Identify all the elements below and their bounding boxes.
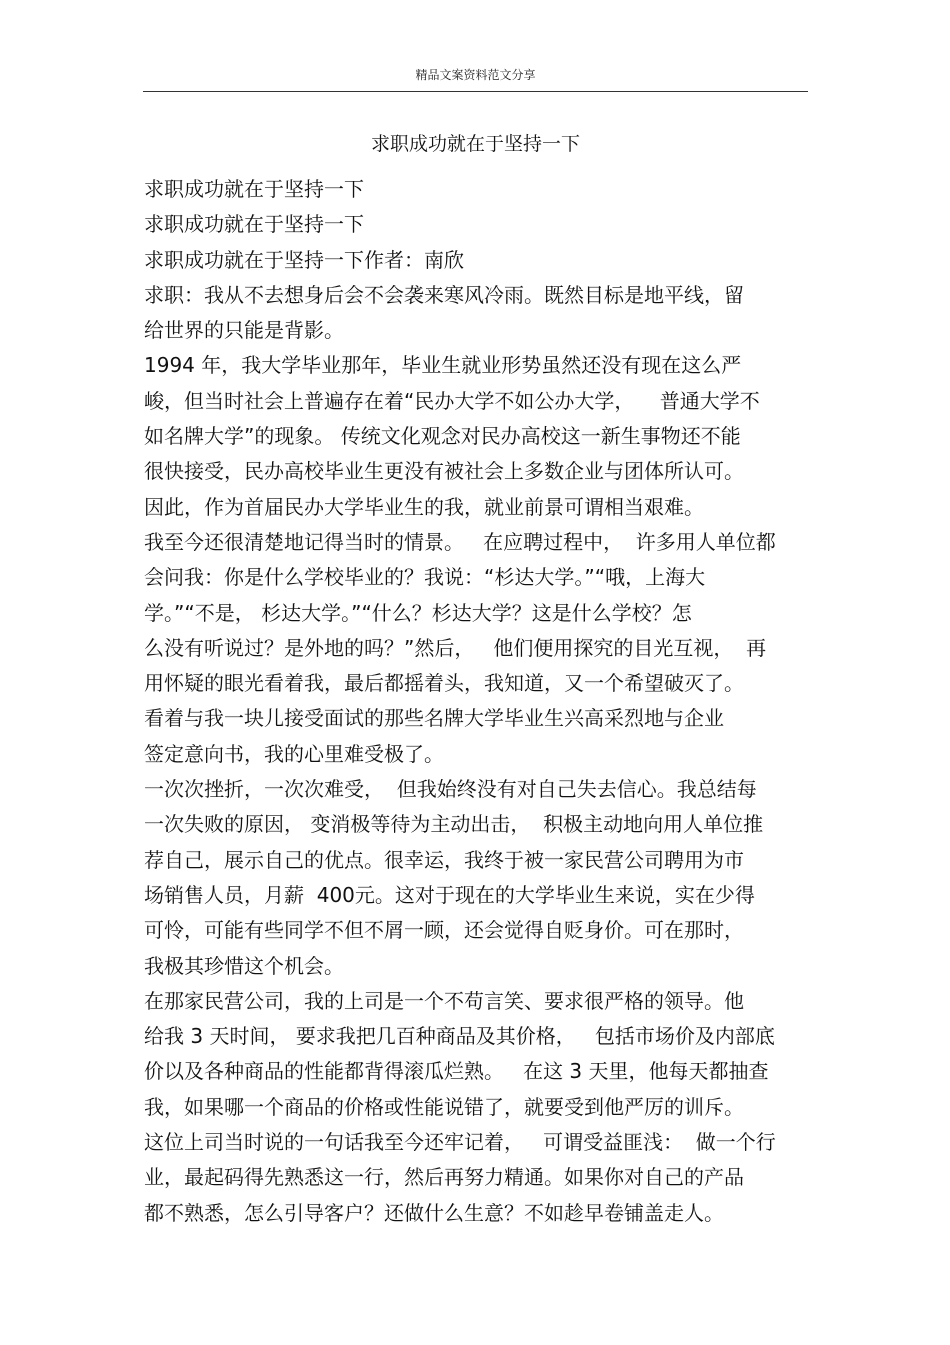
- text-line: 因此，作为首届民办大学毕业生的我，就业前景可谓相当艰难。: [144, 494, 704, 519]
- text-line: 很快接受，民办高校毕业生更没有被社会上多数企业与团体所认可。: [144, 459, 744, 484]
- document-title: 求职成功就在于坚持一下: [370, 133, 580, 155]
- text-line: 都不熟悉，怎么引导客户？还做什么生意？不如趁早卷铺盖走人。: [144, 1200, 724, 1225]
- text-line: 如名牌大学”的现象。 传统文化观念对民办高校这一新生事物还不能: [144, 424, 741, 449]
- text-line: 给我 3 天时间， 要求我把几百种商品及其价格， 包括市场价及内部底: [144, 1024, 775, 1049]
- text-line: 峻，但当时社会上普遍存在着“民办大学不如公办大学， 普通大学不: [144, 388, 760, 413]
- page-header: 精品文案资料范文分享: [415, 68, 536, 82]
- text-line: 我极其珍惜这个机会。: [144, 953, 344, 978]
- text-line: 看着与我一块儿接受面试的那些名牌大学毕业生兴高采烈地与企业: [144, 706, 724, 731]
- text-line: 我，如果哪一个商品的价格或性能说错了，就要受到他严厉的训斥。: [144, 1094, 744, 1119]
- text-line: 在那家民营公司，我的上司是一个不苟言笑、要求很严格的领导。他: [144, 988, 744, 1013]
- text-line: 价以及各种商品的性能都背得滚瓜烂熟。 在这 3 天里，他每天都抽查: [144, 1059, 769, 1084]
- text-line: 求职成功就在于坚持一下: [144, 212, 364, 237]
- text-line: 业，最起码得先熟悉这一行，然后再努力精通。如果你对自己的产品: [144, 1165, 744, 1190]
- text-line: 可怜，可能有些同学不但不屑一顾，还会觉得自贬身价。可在那时，: [144, 918, 744, 943]
- text-line: 荐自己，展示自己的优点。很幸运，我终于被一家民营公司聘用为市: [144, 847, 744, 872]
- text-line: 么没有听说过？是外地的吗？”然后， 他们便用探究的目光互视， 再: [144, 635, 767, 660]
- text-line: 给世界的只能是背影。: [144, 318, 344, 343]
- text-line: 我至今还很清楚地记得当时的情景。 在应聘过程中， 许多用人单位都: [144, 529, 776, 554]
- text-line: 求职成功就在于坚持一下作者：南欣: [144, 247, 464, 272]
- text-line: 会问我：你是什么学校毕业的？我说：“杉达大学。”“哦，上海大: [144, 565, 706, 590]
- header-divider: [143, 91, 808, 92]
- text-line: 求职成功就在于坚持一下: [144, 177, 364, 201]
- text-line: 签定意向书，我的心里难受极了。: [144, 741, 444, 766]
- body-text: [144, 172, 812, 1231]
- text-line: 一次失败的原因， 变消极等待为主动出击， 积极主动地向用人单位推: [144, 812, 764, 837]
- text-line: 用怀疑的眼光看着我，最后都摇着头，我知道，又一个希望破灭了。: [144, 671, 744, 696]
- text-line: 这位上司当时说的一句话我至今还牢记着， 可谓受益匪浅： 做一个行: [144, 1130, 776, 1155]
- text-line: 场销售人员，月薪 400元。这对于现在的大学毕业生来说，实在少得: [144, 882, 755, 907]
- text-line: 学。”“不是， 杉达大学。”“什么？杉达大学？这是什么学校？怎: [144, 600, 692, 625]
- text-line: 一次次挫折，一次次难受， 但我始终没有对自己失去信心。我总结每: [144, 777, 757, 802]
- text-line: 求职：我从不去想身后会不会袭来寒风冷雨。既然目标是地平线，留: [144, 282, 744, 307]
- text-line: 1994 年，我大学毕业那年，毕业生就业形势虽然还没有现在这么严: [144, 353, 742, 378]
